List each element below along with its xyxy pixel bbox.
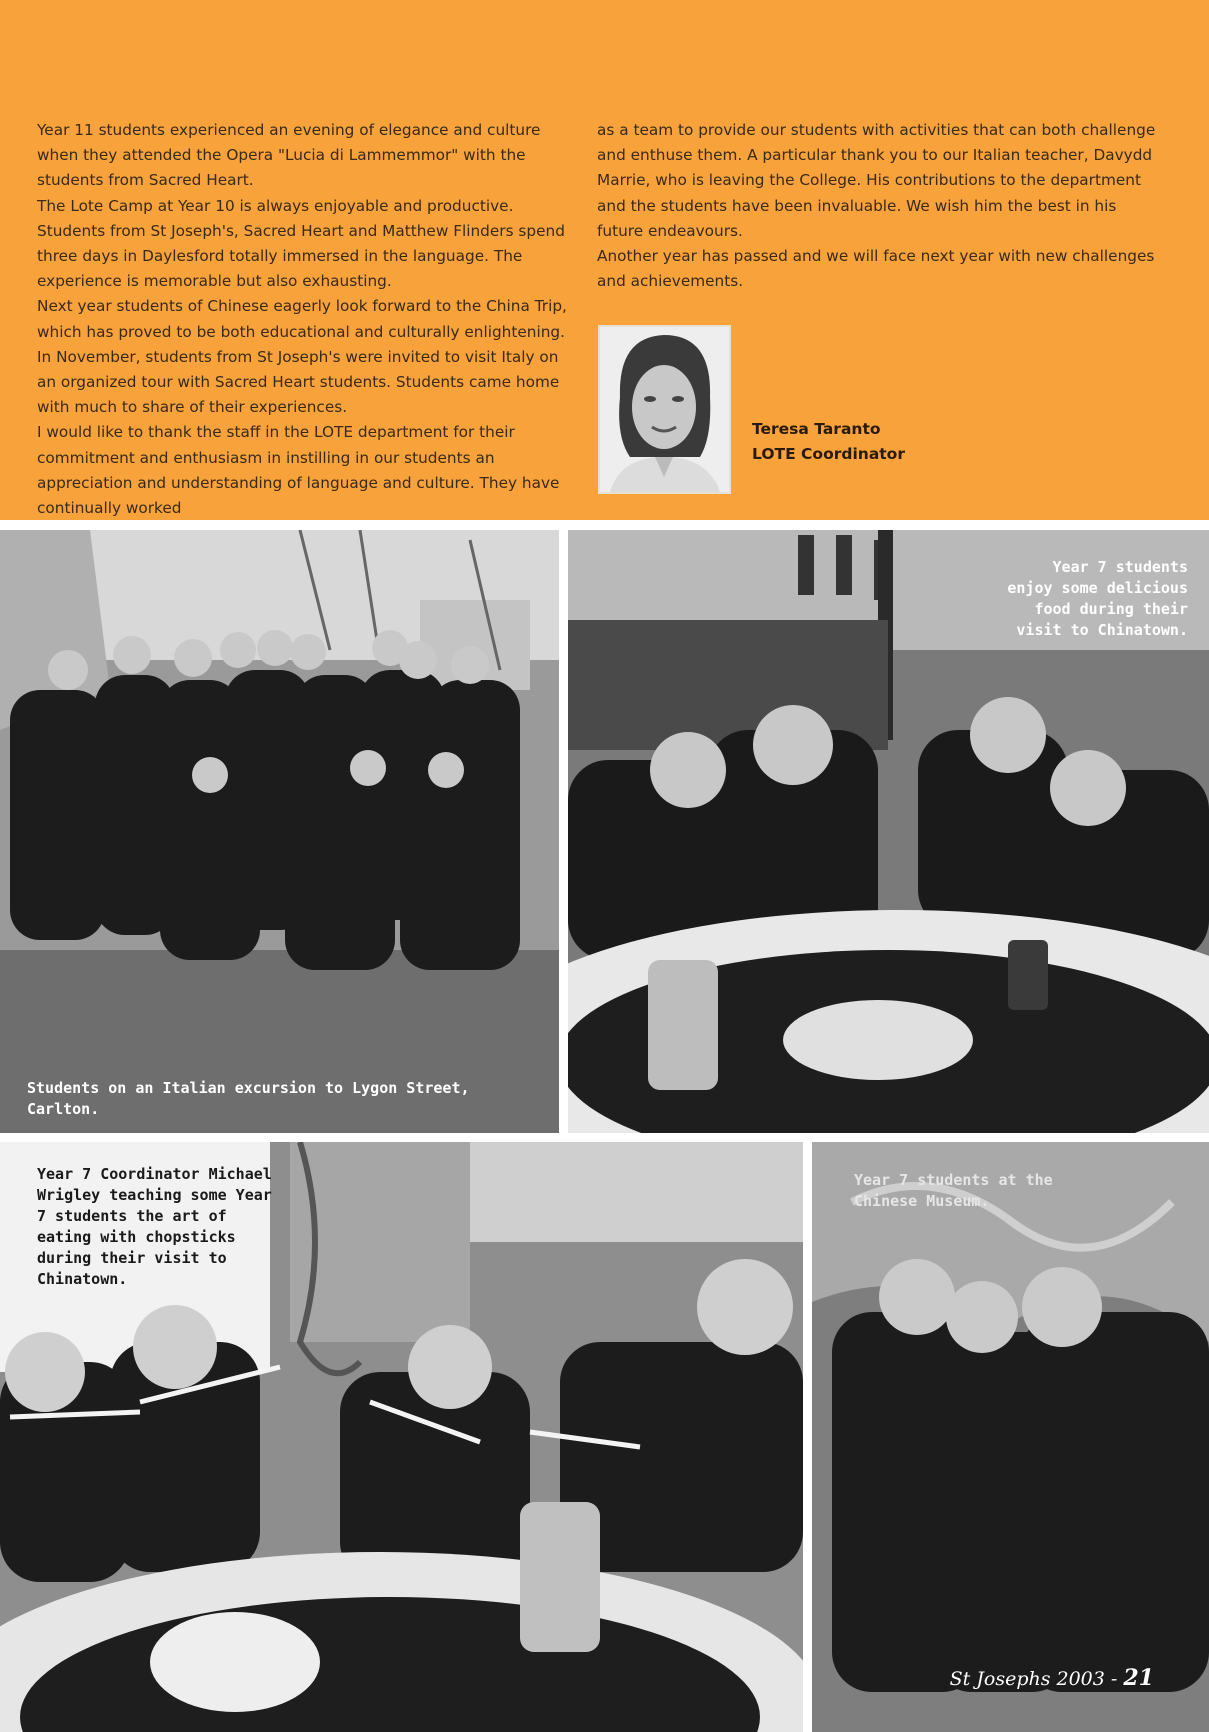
paragraph-lote-camp: The Lote Camp at Year 10 is always enjoyable and productive. Students from St Joseph's, Sacred Heart and Matthew Flinders spend three days in Daylesford totally immersed in the language. The experience is memorable but also exhausting. bbox=[37, 196, 565, 291]
paragraph-thanks: I would like to thank the staff in the LOTE department for their commitment and enthusiasm in instilling in our students an appreciation and understanding of language and culture. They have continually worked bbox=[37, 423, 560, 518]
paragraph-team: as a team to provide our students with activities that can both challenge and enthuse them. A particular thank you to our Italian teacher, Davydd Marrie, who is leaving the College. His contributions to the department and the students have been invaluable. We wish him the best in his future endeavours. bbox=[597, 121, 1156, 240]
caption-chinatown-food: Year 7 students enjoy some delicious food during their visit to Chinatown. bbox=[1007, 558, 1188, 639]
page-number: 21 bbox=[1123, 1665, 1154, 1691]
photo-chopsticks-lesson bbox=[0, 1142, 803, 1732]
caption-chopsticks: Year 7 Coordinator Michael Wrigley teaching some Year 7 students the art of eating with chopsticks during their visit to Chinatown. bbox=[37, 1165, 272, 1288]
paragraph-china-trip: Next year students of Chinese eagerly look forward to the China Trip, which has proved to be both educational and culturally enlightening. bbox=[37, 297, 567, 341]
author-signature bbox=[752, 417, 905, 467]
paragraph-opera: Year 11 students experienced an evening of elegance and culture when they attended the Opera "Lucia di Lammemmor" with the students from Sacred Heart. bbox=[37, 121, 541, 190]
author-role: LOTE Coordinator bbox=[752, 445, 905, 463]
paragraph-closing: Another year has passed and we will face next year with new challenges and achievements. bbox=[597, 247, 1155, 291]
caption-lygon-street: Students on an Italian excursion to Lygon Street, Carlton. bbox=[27, 1079, 470, 1118]
author-portrait-photo bbox=[598, 325, 731, 494]
photo-chinese-museum bbox=[812, 1142, 1209, 1732]
article-right-column bbox=[597, 118, 1157, 294]
author-name: Teresa Taranto bbox=[752, 420, 881, 438]
paragraph-italy-tour: In November, students from St Joseph's were invited to visit Italy on an organized tour with Sacred Heart students. Students came home with much to share of their experiences. bbox=[37, 347, 560, 417]
page-footer bbox=[950, 1665, 1154, 1691]
photo-lygon-street-group bbox=[0, 530, 559, 1133]
publication-name: St Josephs 2003 - bbox=[949, 1668, 1118, 1690]
caption-chinese-museum: Year 7 students at the Chinese Museum. bbox=[854, 1171, 1053, 1210]
photo-chinatown-food bbox=[568, 530, 1209, 1133]
article-left-column bbox=[37, 118, 577, 521]
